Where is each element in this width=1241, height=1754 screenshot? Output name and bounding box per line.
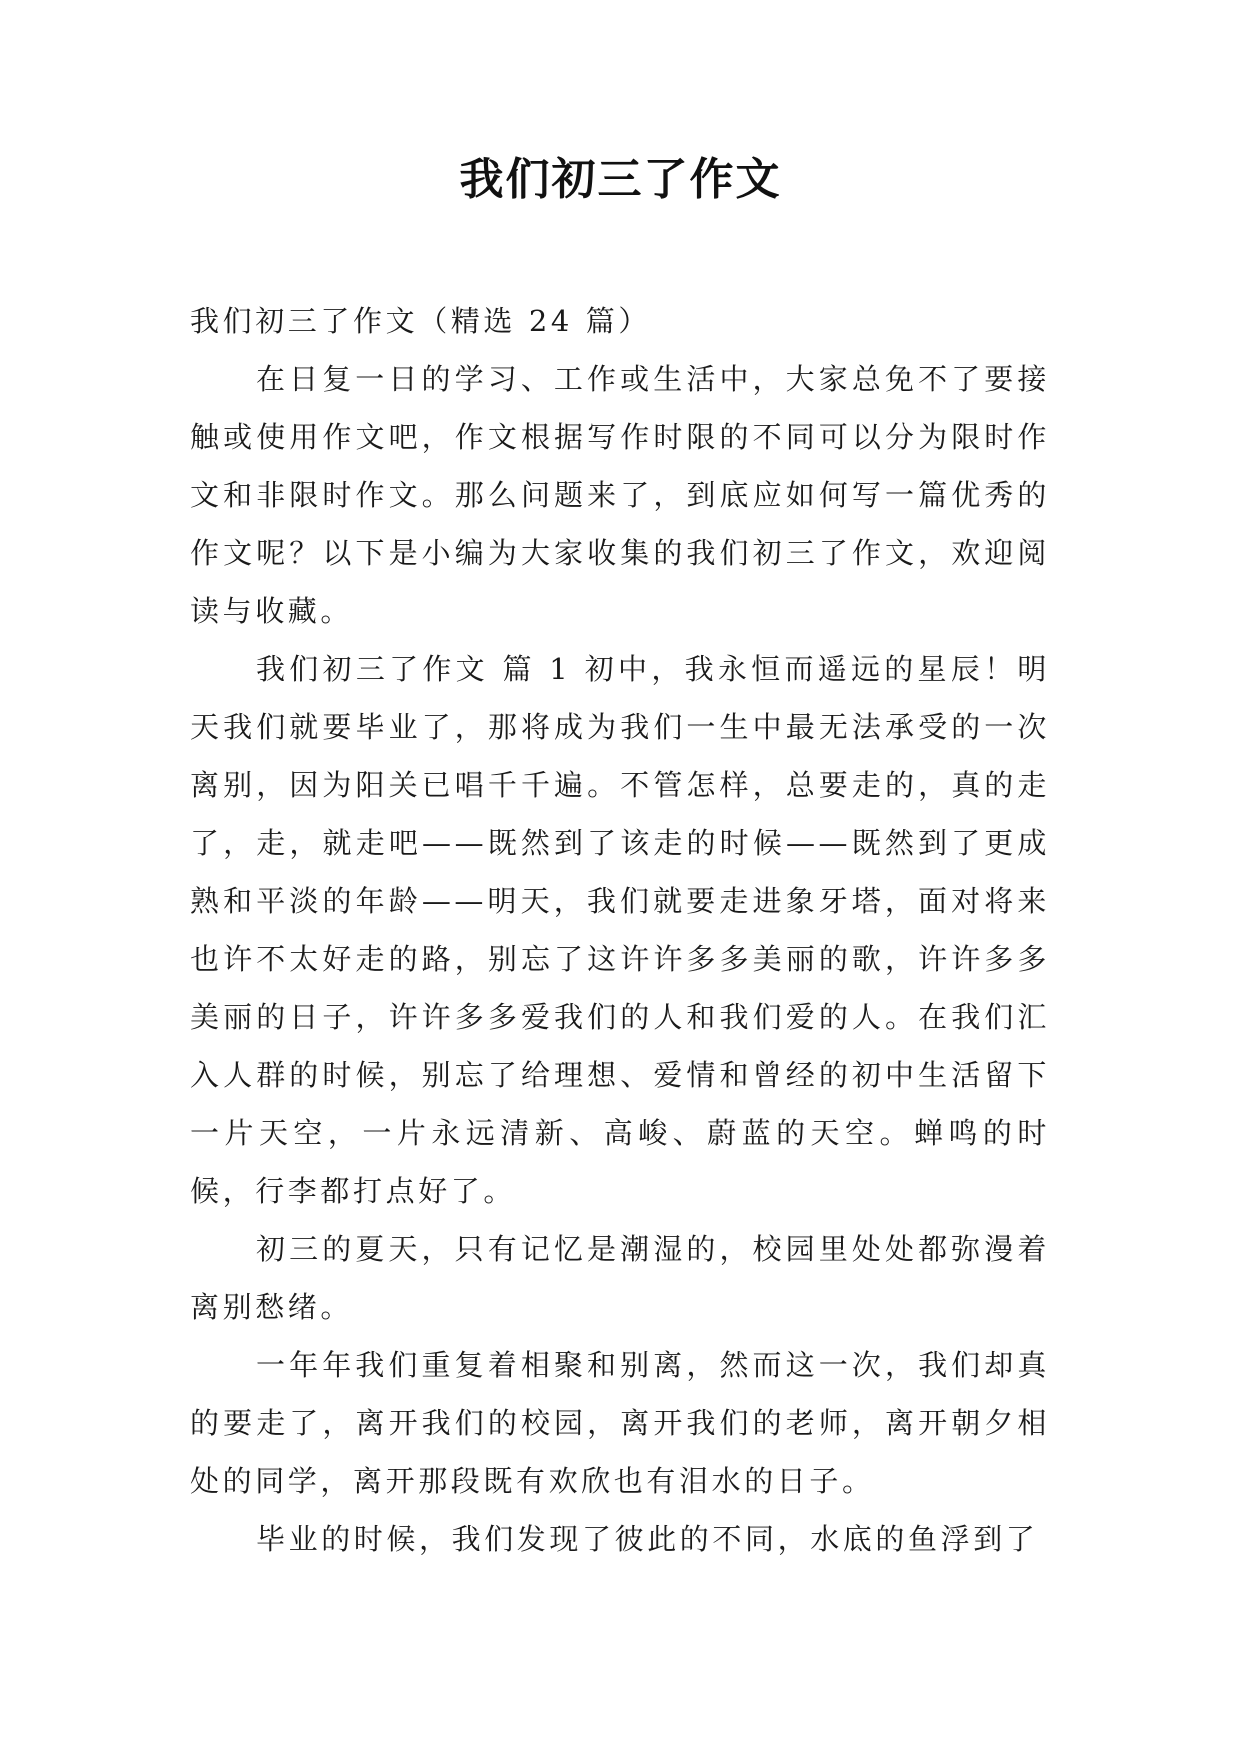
paragraph-graduation: 毕业的时候，我们发现了彼此的不同，水底的鱼浮到了 — [256, 1522, 1039, 1556]
document-body — [190, 292, 1050, 1568]
paragraph-intro: 在日复一日的学习、工作或生活中，大家总免不了要接触或使用作文吧，作文根据写作时限的不同可以分为限时作文和非限时作文。那么问题来了，到底应如何写一篇优秀的作文呢？以下是小编为大家收集的我们初三了作文，欢迎阅读与收藏。 — [190, 362, 1050, 628]
paragraph-summer: 初三的夏天，只有记忆是潮湿的，校园里处处都弥漫着离别愁绪。 — [190, 1232, 1050, 1324]
paragraph-essay-1: 我们初三了作文 篇 1 初中，我永恒而遥远的星辰！明天我们就要毕业了，那将成为我们一生中最无法承受的一次离别，因为阳关已唱千千遍。不管怎样，总要走的，真的走了，走，就走吧——既然到了该走的时候——既然到了更成熟和平淡的年龄——明天，我们就要走进象牙塔，面对将来也许不太好走的路，别忘了这许许多多美丽的歌，许许多多美丽的日子，许许多多爱我们的人和我们爱的人。在我们汇入人群的时候，别忘了给理想、爱情和曾经的初中生活留下一片天空，一片永远清新、高峻、蔚蓝的天空。蝉鸣的时候，行李都打点好了。 — [190, 652, 1050, 1208]
paragraph-parting: 一年年我们重复着相聚和别离，然而这一次，我们却真的要走了，离开我们的校园，离开我们的老师，离开朝夕相处的同学，离开那段既有欢欣也有泪水的日子。 — [190, 1348, 1050, 1498]
document-title: 我们初三了作文 — [459, 154, 782, 205]
document-subtitle: 我们初三了作文（精选 24 篇） — [190, 304, 651, 338]
